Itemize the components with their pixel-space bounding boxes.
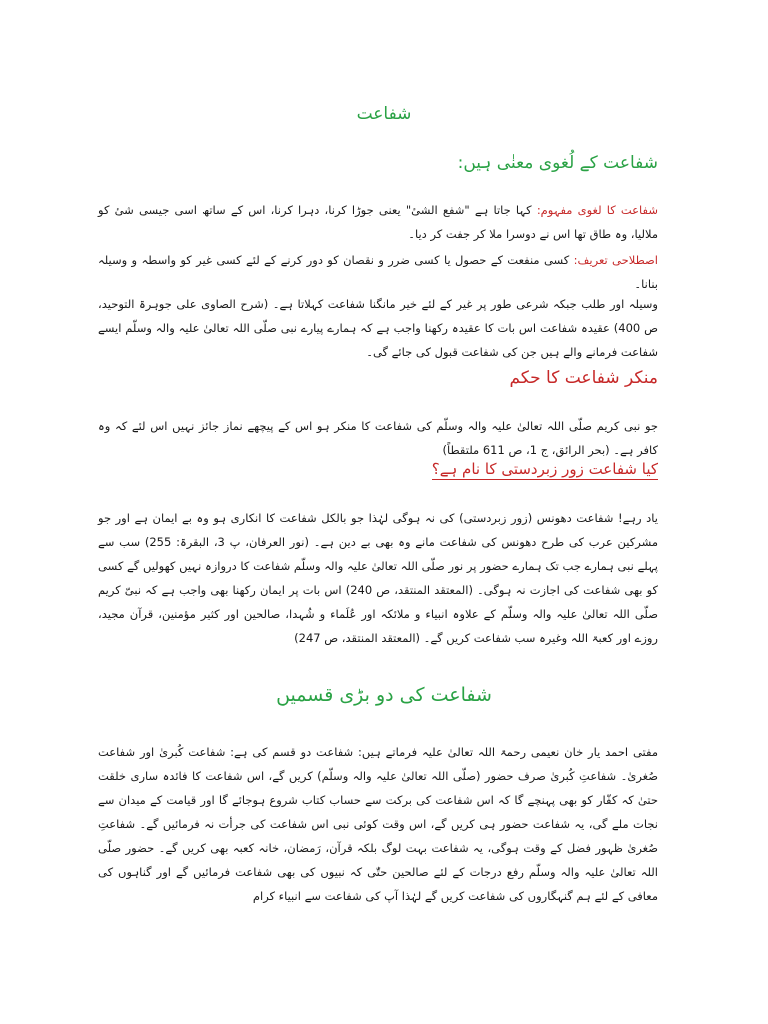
paragraph-munkir: جو نبی کریم صلّی اللہ تعالیٰ علیہ والہ وسلّم کی شفاعت کا منکر ہو اس کے پیچھے نماز جائز نہیں اس لئے کہ وہ کافر ہے۔ (بحر الرائق، ج 1، ص 611 ملتقطاً) [98, 419, 658, 457]
istilahi-text: کسی منفعت کے حصول یا کسی ضرر و نقصان کو دور کرنے کے لئے کسی غیر کو واسطہ و وسیلہ بنانا۔ [98, 253, 658, 291]
paragraph-zor: یاد رہے! شفاعت دھونس (زور زبردستی) کی نہ ہوگی لہٰذا جو بالکل شفاعت کا انکاری ہو وہ بے ایمان ہے اور جو مشرکین عرب کی طرح دھونس کی شفاعت مانے وہ بھی بے دین ہے۔ (نور العرفان، پ 3، البقرۃ: 255) سب سے پہلے نبی ہمارے جب تک ہمارے حضور پر نور صلّی اللہ تعالیٰ علیہ والہ وسلّم شفاعت کا دروازہ نہیں کھولیں گے کسی کو بھی شفاعت کی اجازت نہ ہوگی۔ (المعتقد المنتقد، ص 240) اس بات پر ایمان رکھنا بھی واجب ہے کہ نبیّ کریم صلّی اللہ تعالیٰ علیہ والہ وسلّم کے علاوہ انبیاء و ملائکہ اور عُلَماء و شُہدا، صالحین اور کثیر مؤمنین، قرآن مجید، روزے اور کعبۃ اللہ وغیرہ سب شفاعت کریں گے۔ (المعتقد المنتقد، ص 247) [98, 511, 658, 645]
zor-heading-text: کیا شفاعت زور زبردستی کا نام ہے؟ [431, 460, 658, 478]
section-heading-munkir: منکر شفاعت کا حکم [509, 368, 658, 388]
paragraph-aqeeda: وسیلہ اور طلب جبکہ شرعی طور پر غیر کے لئے خیر مانگنا شفاعت کہلاتا ہے۔ (شرح الصاوی علی جوہرۃ التوحید، ص 400) عقیدہ شفاعت اس بات کا عقیدہ رکھنا واجب ہے کہ ہمارے پیارے نبی صلّی اللہ تعالیٰ علیہ والہ وسلّم ایسے شفاعت فرمانے والے ہیں جن کی شفاعت قبول کی جائے گی۔ [98, 297, 658, 359]
page-title: شفاعت [356, 104, 412, 124]
lughvi-text: کہا جاتا ہے "شفع الشیٔ" یعنی جوڑا کرنا، دہرا کرنا، اس کے ساتھ اسی جیسی شیٔ کو ملالیا، وہ طاق تھا اس نے دوسرا ملا کر جفت کر دیا۔ [98, 203, 658, 241]
section-heading-zor [432, 460, 658, 478]
section-heading-lughvi: شفاعت کے لُغوی معنٰی ہیں: [457, 153, 658, 173]
lughvi-label: شفاعت کا لغوی مفہوم: [536, 203, 659, 217]
paragraph-qismein: مفتی احمد یار خان نعیمی رحمۃ اللہ تعالیٰ علیہ فرماتے ہیں: شفاعت دو قسم کی ہے: شفاعت کُبریٰ اور شفاعت صُغریٰ۔ شفاعتِ کُبریٰ صرف حضور (صلّی اللہ تعالیٰ علیہ والہ وسلّم) کریں گے، اس شفاعت کا فائدہ ساری خلقت حتیٰ کہ کفّار کو بھی پہنچے گا کہ اس شفاعت کی برکت سے حساب کتاب شروع ہوجائے گا اور قیامت کے میدان سے نجات ملے گی، یہ شفاعت حضور ہی کریں گے، اس وقت کوئی نبی اس شفاعت کی جرأت نہ فرمائیں گے۔ شفاعتِ صُغریٰ ظہور فضل کے وقت ہوگی، یہ شفاعت بہت لوگ بلکہ قرآن، رَمضان، خانہ کعبہ بھی کریں گے۔ حضور صلّی اللہ تعالیٰ علیہ والہ وسلّم رفع درجات کے لئے صالحین حتّٰی کہ نبیوں کی بھی شفاعت فرمائیں گے اور گناہوں کی معافی کے لئے ہم گنہگاروں کی شفاعت کریں گے لہٰذا آپ کی شفاعت سے انبیاء کرام [98, 745, 658, 903]
section-heading-qismein: شفاعت کی دو بڑی قسمیں [276, 684, 492, 706]
paragraph-lughvi [98, 198, 658, 246]
paragraph-istilahi [98, 248, 658, 296]
istilahi-label: اصطلاحی تعریف: [573, 253, 658, 267]
